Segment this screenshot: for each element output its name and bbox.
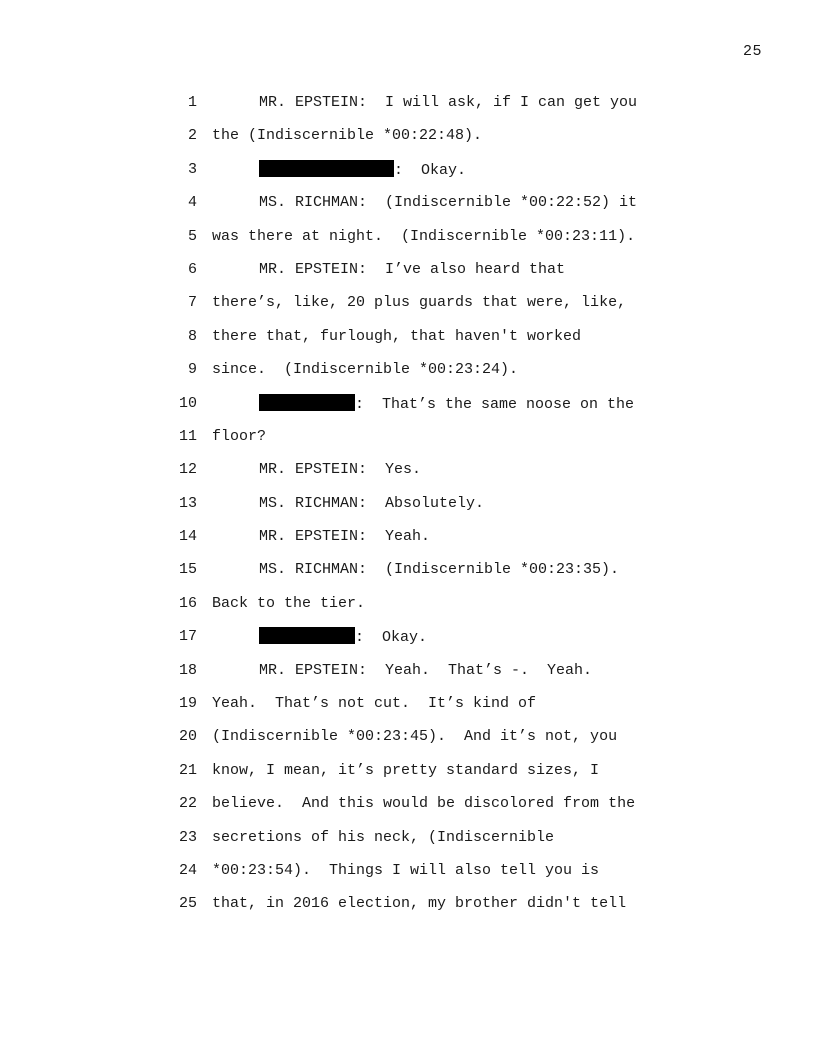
line-number: 8 <box>187 327 197 345</box>
line-text: MR. EPSTEIN: I will ask, if I can get you <box>259 94 638 111</box>
line-text: : That’s the same noose on the <box>355 395 635 413</box>
line-text: believe. And this would be discolored from the <box>212 795 636 813</box>
line-text: was there at night. (Indiscernible *00:23:11). <box>212 227 636 245</box>
line-number: 25 <box>178 895 197 913</box>
transcript-line <box>0 126 816 159</box>
transcript-line <box>0 427 816 460</box>
line-number: 24 <box>178 861 197 879</box>
line-text: Yeah. That’s not cut. It’s kind of <box>212 695 537 713</box>
line-number: 18 <box>178 661 197 679</box>
transcript-line <box>0 527 816 560</box>
transcript-line <box>0 160 816 193</box>
line-number: 19 <box>178 695 197 713</box>
line-text: MR. EPSTEIN: Yeah. That’s -. Yeah. <box>259 661 593 679</box>
line-text: MR. EPSTEIN: I’ve also heard that <box>259 260 566 278</box>
line-number: 21 <box>178 761 197 779</box>
line-text: since. (Indiscernible *00:23:24). <box>212 361 519 379</box>
redaction-block <box>259 627 355 644</box>
line-text: MR. EPSTEIN: Yeah. <box>259 528 431 546</box>
line-number: 4 <box>187 194 197 212</box>
line-number: 7 <box>187 294 197 312</box>
line-number: 14 <box>178 528 197 546</box>
line-number: 3 <box>187 160 197 178</box>
line-text: : Okay. <box>355 629 428 647</box>
line-number: 6 <box>187 260 197 278</box>
line-number: 12 <box>178 461 197 479</box>
line-number: 15 <box>178 561 197 579</box>
transcript-line <box>0 327 816 360</box>
line-number: 5 <box>187 227 197 245</box>
transcript-line <box>0 861 816 894</box>
line-text: MR. EPSTEIN: Yes. <box>259 461 422 479</box>
line-number: 11 <box>178 427 197 445</box>
line-number: 20 <box>178 728 197 746</box>
redacted-speaker-line <box>259 627 427 648</box>
line-text: there that, furlough, that haven't worked <box>212 327 582 345</box>
line-number: 13 <box>178 494 197 512</box>
redacted-speaker-line <box>259 394 634 415</box>
line-number: 17 <box>178 628 197 646</box>
transcript-line <box>0 193 816 226</box>
transcript-line <box>0 761 816 794</box>
line-text: Back to the tier. <box>212 594 366 612</box>
line-number: 2 <box>187 127 197 145</box>
transcript-line <box>0 293 816 326</box>
redaction-block <box>259 160 394 177</box>
transcript-line <box>0 460 816 493</box>
transcript-line <box>0 627 816 660</box>
line-number: 22 <box>178 795 197 813</box>
transcript-line <box>0 594 816 627</box>
line-number: 16 <box>178 594 197 612</box>
redacted-speaker-line <box>259 160 466 181</box>
line-text: MS. RICHMAN: Absolutely. <box>259 494 485 512</box>
transcript-line <box>0 560 816 593</box>
transcript-line <box>0 694 816 727</box>
line-text: the (Indiscernible *00:22:48). <box>212 127 483 145</box>
transcript-line <box>0 394 816 427</box>
transcript-line <box>0 727 816 760</box>
redaction-block <box>259 394 355 411</box>
line-text: MS. RICHMAN: (Indiscernible *00:23:35). <box>259 561 620 579</box>
line-text: : Okay. <box>394 161 467 179</box>
transcript-line <box>0 894 816 927</box>
transcript-lines <box>0 93 816 928</box>
transcript-line <box>0 661 816 694</box>
transcript-line <box>0 227 816 260</box>
line-text: *00:23:54). Things I will also tell you is <box>212 861 600 879</box>
line-text: floor? <box>212 427 267 445</box>
transcript-line <box>0 260 816 293</box>
transcript-line <box>0 828 816 861</box>
line-text: that, in 2016 election, my brother didn't tell <box>212 895 627 913</box>
transcript-line <box>0 360 816 393</box>
line-number: 1 <box>187 94 197 111</box>
line-text: there’s, like, 20 plus guards that were, like, <box>212 294 627 312</box>
line-number: 9 <box>187 361 197 379</box>
line-text: MS. RICHMAN: (Indiscernible *00:22:52) it <box>259 194 638 212</box>
transcript-line <box>0 93 816 126</box>
line-text: secretions of his neck, (Indiscernible <box>212 828 555 846</box>
page-number: 25 <box>742 43 762 60</box>
line-number: 23 <box>178 828 197 846</box>
transcript-line <box>0 794 816 827</box>
line-text: know, I mean, it’s pretty standard sizes, I <box>212 761 600 779</box>
transcript-line <box>0 494 816 527</box>
line-text: (Indiscernible *00:23:45). And it’s not, you <box>212 728 618 746</box>
line-number: 10 <box>178 394 197 412</box>
